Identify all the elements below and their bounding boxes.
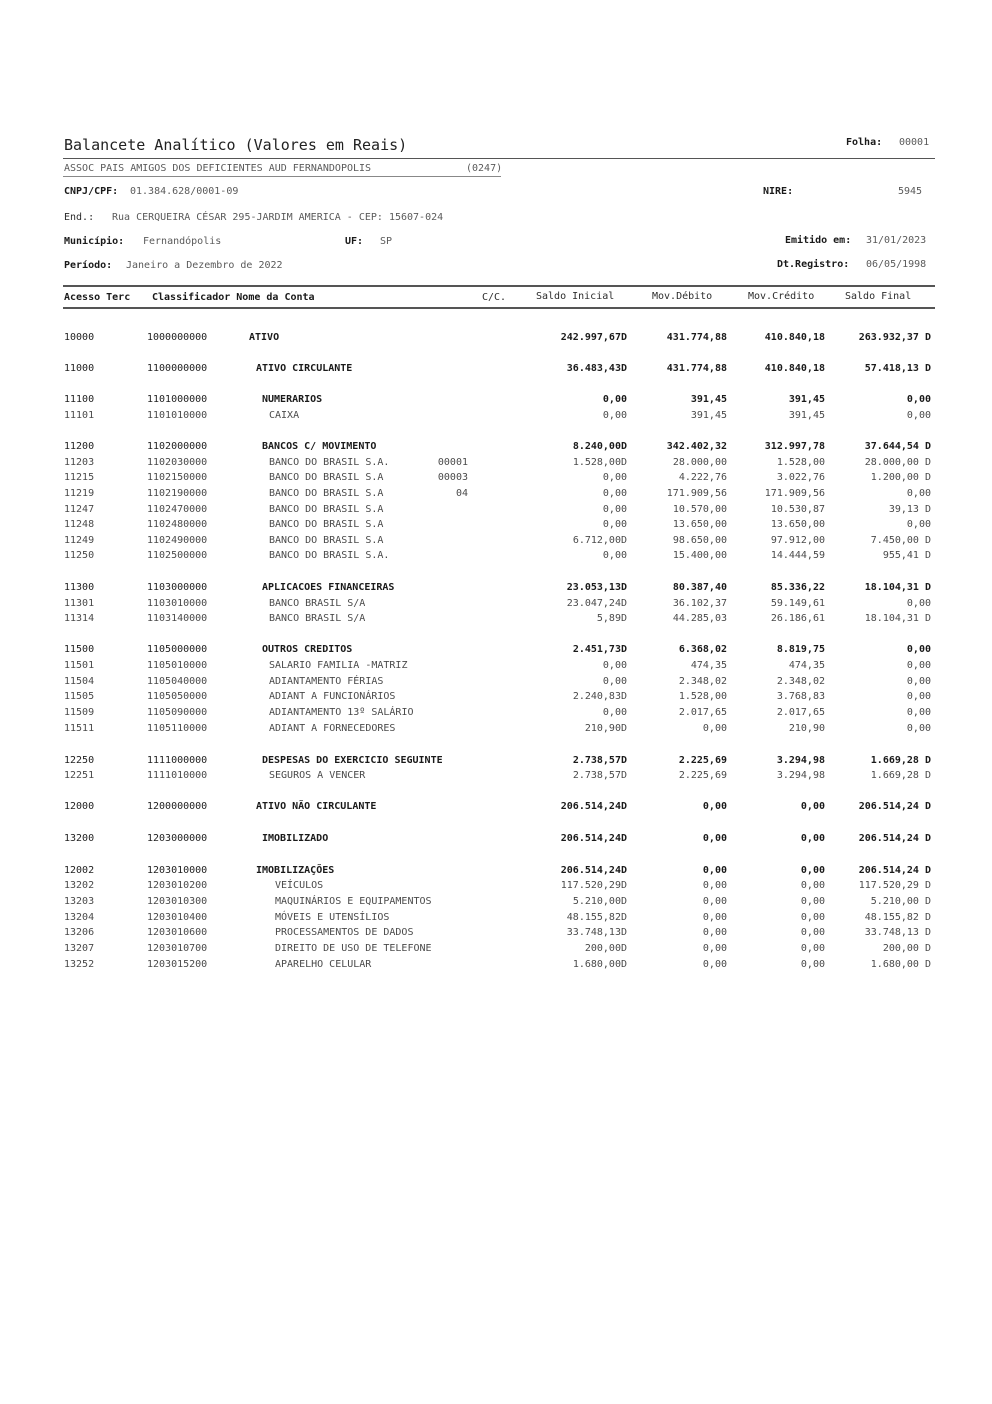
mov-credito: 410.840,18 <box>764 332 825 343</box>
table-row <box>0 472 992 486</box>
mov-debito: 36.102,37 <box>672 598 727 609</box>
uf-value: SP <box>380 236 393 247</box>
table-row <box>0 613 992 627</box>
saldo-inicial: 200,00D <box>584 943 627 954</box>
classifier-code: 1102190000 <box>147 488 208 499</box>
account-name: BANCOS C/ MOVIMENTO <box>262 441 377 452</box>
cnpj-label: CNPJ/CPF: <box>64 186 119 197</box>
account-name: ADIANT A FUNCIONÁRIOS <box>269 691 396 702</box>
account-name: BANCO DO BRASIL S.A. <box>269 550 390 561</box>
account-code: 11504 <box>64 676 95 687</box>
saldo-inicial: 1.528,00D <box>572 457 627 468</box>
saldo-final: 33.748,13 D <box>864 927 931 938</box>
saldo-inicial: 2.451,73D <box>572 644 627 655</box>
saldo-inicial: 0,00 <box>602 504 627 515</box>
account-name: SALARIO FAMILIA -MATRIZ <box>269 660 408 671</box>
mov-credito: 97.912,00 <box>770 535 825 546</box>
mov-debito: 28.000,00 <box>672 457 727 468</box>
table-row <box>0 457 992 471</box>
mov-debito: 15.400,00 <box>672 550 727 561</box>
classifier-code: 1102500000 <box>147 550 208 561</box>
table-row <box>0 770 992 784</box>
account-code: 10000 <box>64 332 95 343</box>
cc-code: 04 <box>455 488 468 499</box>
account-name: BANCO BRASIL S/A <box>269 598 366 609</box>
emitido-label: Emitido em: <box>785 235 852 246</box>
account-name: ATIVO CIRCULANTE <box>256 363 353 374</box>
saldo-final: 0,00 <box>906 598 931 609</box>
col-mov-debito: Mov.Débito <box>652 291 713 302</box>
account-code: 11200 <box>64 441 95 452</box>
mov-credito: 0,00 <box>800 833 825 844</box>
mov-credito: 0,00 <box>800 865 825 876</box>
saldo-final: 206.514,24 D <box>858 833 931 844</box>
mov-debito: 10.570,00 <box>672 504 727 515</box>
mov-debito: 6.368,02 <box>678 644 727 655</box>
table-row <box>0 519 992 533</box>
saldo-final: 200,00 D <box>882 943 931 954</box>
table-row <box>0 441 992 455</box>
account-code: 12251 <box>64 770 95 781</box>
account-name: BANCO DO BRASIL S.A <box>269 488 384 499</box>
classifier-code: 1203010400 <box>147 912 208 923</box>
table-row <box>0 676 992 690</box>
saldo-final: 0,00 <box>906 410 931 421</box>
mov-debito: 0,00 <box>702 896 727 907</box>
mov-debito: 342.402,32 <box>666 441 727 452</box>
emitido-value: 31/01/2023 <box>866 235 927 246</box>
saldo-inicial: 2.738,57D <box>572 755 627 766</box>
periodo-label: Período: <box>64 260 113 271</box>
account-name: BANCO DO BRASIL S.A <box>269 519 384 530</box>
address-label: End.: <box>64 212 95 223</box>
saldo-inicial: 5,89D <box>596 613 627 624</box>
classifier-code: 1103000000 <box>147 582 208 593</box>
cc-code: 00001 <box>437 457 468 468</box>
company-rule <box>63 176 501 177</box>
mov-credito: 312.997,78 <box>764 441 825 452</box>
saldo-inicial: 1.680,00D <box>572 959 627 970</box>
mov-debito: 0,00 <box>702 880 727 891</box>
saldo-inicial: 206.514,24D <box>560 801 627 812</box>
saldo-final: 117.520,29 D <box>858 880 931 891</box>
classifier-code: 1102150000 <box>147 472 208 483</box>
account-code: 11301 <box>64 598 95 609</box>
mov-credito: 474,35 <box>788 660 825 671</box>
saldo-inicial: 0,00 <box>602 707 627 718</box>
saldo-inicial: 23.053,13D <box>566 582 627 593</box>
saldo-final: 0,00 <box>906 676 931 687</box>
account-code: 11511 <box>64 723 95 734</box>
table-row <box>0 535 992 549</box>
mov-debito: 474,35 <box>690 660 727 671</box>
account-code: 12250 <box>64 755 95 766</box>
col-saldo-final: Saldo Final <box>845 291 912 302</box>
table-row <box>0 332 992 346</box>
saldo-final: 955,41 D <box>882 550 931 561</box>
table-row <box>0 801 992 815</box>
saldo-final: 1.669,28 D <box>870 755 931 766</box>
mov-credito: 2.017,65 <box>776 707 825 718</box>
classifier-code: 1105040000 <box>147 676 208 687</box>
mov-debito: 0,00 <box>702 865 727 876</box>
saldo-final: 5.210,00 D <box>870 896 931 907</box>
header-rule <box>63 158 935 159</box>
account-code: 13204 <box>64 912 95 923</box>
account-name: CAIXA <box>269 410 300 421</box>
saldo-final: 18.104,31 D <box>864 582 931 593</box>
account-code: 12002 <box>64 865 95 876</box>
col-saldo-inicial: Saldo Inicial <box>536 291 615 302</box>
table-row <box>0 644 992 658</box>
saldo-inicial: 2.738,57D <box>572 770 627 781</box>
account-name: APARELHO CELULAR <box>275 959 372 970</box>
table-row <box>0 394 992 408</box>
saldo-final: 0,00 <box>906 394 931 405</box>
table-row <box>0 488 992 502</box>
account-code: 13200 <box>64 833 95 844</box>
mov-debito: 391,45 <box>690 410 727 421</box>
account-code: 11505 <box>64 691 95 702</box>
account-code: 11000 <box>64 363 95 374</box>
mov-credito: 3.768,83 <box>776 691 825 702</box>
account-name: DESPESAS DO EXERCICIO SEGUINTE <box>262 755 443 766</box>
table-row <box>0 707 992 721</box>
table-row <box>0 943 992 957</box>
table-row <box>0 582 992 596</box>
saldo-inicial: 0,00 <box>602 472 627 483</box>
mov-credito: 2.348,02 <box>776 676 825 687</box>
saldo-inicial: 6.712,00D <box>572 535 627 546</box>
account-code: 11203 <box>64 457 95 468</box>
classifier-code: 1203010700 <box>147 943 208 954</box>
mov-credito: 3.294,98 <box>776 755 825 766</box>
account-name: IMOBILIZADO <box>262 833 329 844</box>
mov-debito: 0,00 <box>702 801 727 812</box>
account-name: APLICACOES FINANCEIRAS <box>262 582 395 593</box>
mov-debito: 0,00 <box>702 833 727 844</box>
mov-credito: 13.650,00 <box>770 519 825 530</box>
saldo-inicial: 2.240,83D <box>572 691 627 702</box>
company-code: (0247) <box>466 163 503 174</box>
classifier-code: 1203000000 <box>147 833 208 844</box>
classifier-code: 1111000000 <box>147 755 208 766</box>
mov-credito: 0,00 <box>800 880 825 891</box>
saldo-inicial: 0,00 <box>602 488 627 499</box>
saldo-inicial: 0,00 <box>602 550 627 561</box>
account-code: 11314 <box>64 613 95 624</box>
account-name: NUMERARIOS <box>262 394 323 405</box>
table-row <box>0 755 992 769</box>
table-row <box>0 598 992 612</box>
saldo-final: 0,00 <box>906 644 931 655</box>
saldo-inicial: 242.997,67D <box>560 332 627 343</box>
saldo-inicial: 206.514,24D <box>560 833 627 844</box>
saldo-final: 39,13 D <box>888 504 931 515</box>
mov-credito: 410.840,18 <box>764 363 825 374</box>
account-name: BANCO DO BRASIL S.A <box>269 504 384 515</box>
saldo-inicial: 8.240,00D <box>572 441 627 452</box>
account-name: OUTROS CREDITOS <box>262 644 353 655</box>
account-name: ADIANTAMENTO 13º SALÁRIO <box>269 707 414 718</box>
classifier-code: 1203010600 <box>147 927 208 938</box>
account-code: 11500 <box>64 644 95 655</box>
account-code: 11248 <box>64 519 95 530</box>
account-code: 11215 <box>64 472 95 483</box>
mov-debito: 171.909,56 <box>666 488 727 499</box>
registro-label: Dt.Registro: <box>777 259 850 270</box>
classifier-code: 1102030000 <box>147 457 208 468</box>
table-row <box>0 896 992 910</box>
col-cc: C/C. <box>482 292 507 303</box>
mov-debito: 44.285,03 <box>672 613 727 624</box>
saldo-final: 1.669,28 D <box>870 770 931 781</box>
mov-debito: 431.774,88 <box>666 363 727 374</box>
saldo-final: 0,00 <box>906 691 931 702</box>
columns-bottom-rule <box>63 307 935 309</box>
saldo-final: 0,00 <box>906 660 931 671</box>
account-name: DIREITO DE USO DE TELEFONE <box>275 943 432 954</box>
mov-credito: 0,00 <box>800 896 825 907</box>
col-mov-credito: Mov.Crédito <box>748 291 815 302</box>
classifier-code: 1102470000 <box>147 504 208 515</box>
saldo-final: 206.514,24 D <box>858 801 931 812</box>
mov-credito: 10.530,87 <box>770 504 825 515</box>
saldo-inicial: 117.520,29D <box>560 880 627 891</box>
classifier-code: 1105000000 <box>147 644 208 655</box>
saldo-final: 28.000,00 D <box>864 457 931 468</box>
address-value: Rua CERQUEIRA CÉSAR 295-JARDIM AMERICA - CEP: 15607-024 <box>112 212 444 223</box>
saldo-inicial: 0,00 <box>602 676 627 687</box>
saldo-final: 57.418,13 D <box>864 363 931 374</box>
saldo-final: 1.200,00 D <box>870 472 931 483</box>
mov-debito: 4.222,76 <box>678 472 727 483</box>
account-name: BANCO DO BRASIL S.A <box>269 472 384 483</box>
account-name: MÓVEIS E UTENSÍLIOS <box>275 912 390 923</box>
mov-debito: 98.650,00 <box>672 535 727 546</box>
uf-label: UF: <box>345 236 364 247</box>
account-name: ATIVO NÃO CIRCULANTE <box>256 801 377 812</box>
account-code: 12000 <box>64 801 95 812</box>
company-name: ASSOC PAIS AMIGOS DOS DEFICIENTES AUD FERNANDOPOLIS <box>64 163 372 174</box>
classifier-code: 1103010000 <box>147 598 208 609</box>
classifier-code: 1102480000 <box>147 519 208 530</box>
table-row <box>0 660 992 674</box>
saldo-final: 0,00 <box>906 707 931 718</box>
table-row <box>0 691 992 705</box>
classifier-code: 1203010000 <box>147 865 208 876</box>
classifier-code: 1102490000 <box>147 535 208 546</box>
classifier-code: 1200000000 <box>147 801 208 812</box>
classifier-code: 1105110000 <box>147 723 208 734</box>
saldo-final: 1.680,00 D <box>870 959 931 970</box>
mov-credito: 391,45 <box>788 410 825 421</box>
classifier-code: 1100000000 <box>147 363 208 374</box>
account-code: 13206 <box>64 927 95 938</box>
mov-debito: 1.528,00 <box>678 691 727 702</box>
mov-debito: 0,00 <box>702 943 727 954</box>
mov-credito: 3.294,98 <box>776 770 825 781</box>
municipio-value: Fernandópolis <box>143 236 222 247</box>
nire-label: NIRE: <box>763 186 794 197</box>
saldo-inicial: 0,00 <box>602 519 627 530</box>
table-row <box>0 833 992 847</box>
classifier-code: 1203015200 <box>147 959 208 970</box>
mov-debito: 2.017,65 <box>678 707 727 718</box>
classifier-code: 1103140000 <box>147 613 208 624</box>
mov-credito: 171.909,56 <box>764 488 825 499</box>
account-name: MAQUINÁRIOS E EQUIPAMENTOS <box>275 896 432 907</box>
table-row <box>0 504 992 518</box>
account-code: 11501 <box>64 660 95 671</box>
table-row <box>0 363 992 377</box>
folha-value: 00001 <box>899 137 930 148</box>
saldo-inicial: 210,90D <box>584 723 627 734</box>
account-code: 13203 <box>64 896 95 907</box>
saldo-final: 206.514,24 D <box>858 865 931 876</box>
account-code: 11101 <box>64 410 95 421</box>
classifier-code: 1000000000 <box>147 332 208 343</box>
account-name: IMOBILIZAÇÕES <box>256 865 335 876</box>
classifier-code: 1101010000 <box>147 410 208 421</box>
cnpj-value: 01.384.628/0001-09 <box>130 186 239 197</box>
registro-value: 06/05/1998 <box>866 259 927 270</box>
saldo-inicial: 33.748,13D <box>566 927 627 938</box>
saldo-inicial: 23.047,24D <box>566 598 627 609</box>
saldo-final: 48.155,82 D <box>864 912 931 923</box>
folha-label: Folha: <box>846 137 883 148</box>
account-name: ADIANTAMENTO FÉRIAS <box>269 676 384 687</box>
mov-debito: 2.225,69 <box>678 770 727 781</box>
mov-debito: 431.774,88 <box>666 332 727 343</box>
mov-credito: 26.186,61 <box>770 613 825 624</box>
mov-credito: 0,00 <box>800 912 825 923</box>
mov-credito: 59.149,61 <box>770 598 825 609</box>
mov-debito: 2.348,02 <box>678 676 727 687</box>
mov-credito: 0,00 <box>800 801 825 812</box>
saldo-final: 0,00 <box>906 723 931 734</box>
table-row <box>0 723 992 737</box>
account-code: 11247 <box>64 504 95 515</box>
classifier-code: 1101000000 <box>147 394 208 405</box>
account-code: 11509 <box>64 707 95 718</box>
mov-debito: 13.650,00 <box>672 519 727 530</box>
mov-debito: 0,00 <box>702 959 727 970</box>
table-row <box>0 880 992 894</box>
nire-value: 5945 <box>898 186 923 197</box>
mov-credito: 0,00 <box>800 943 825 954</box>
table-row <box>0 959 992 973</box>
mov-debito: 0,00 <box>702 723 727 734</box>
mov-credito: 0,00 <box>800 927 825 938</box>
account-name: ADIANT A FORNECEDORES <box>269 723 396 734</box>
classifier-code: 1105010000 <box>147 660 208 671</box>
account-name: VEÍCULOS <box>275 880 324 891</box>
account-name: SEGUROS A VENCER <box>269 770 366 781</box>
account-name: BANCO BRASIL S/A <box>269 613 366 624</box>
classifier-code: 1105090000 <box>147 707 208 718</box>
account-code: 11249 <box>64 535 95 546</box>
table-row <box>0 912 992 926</box>
account-name: PROCESSAMENTOS DE DADOS <box>275 927 414 938</box>
classifier-code: 1203010200 <box>147 880 208 891</box>
classifier-code: 1111010000 <box>147 770 208 781</box>
report-title: Balancete Analítico (Valores em Reais) <box>64 136 408 154</box>
saldo-inicial: 48.155,82D <box>566 912 627 923</box>
table-row <box>0 927 992 941</box>
saldo-inicial: 36.483,43D <box>566 363 627 374</box>
classifier-code: 1102000000 <box>147 441 208 452</box>
saldo-inicial: 206.514,24D <box>560 865 627 876</box>
cc-code: 00003 <box>437 472 468 483</box>
account-code: 11250 <box>64 550 95 561</box>
table-row <box>0 550 992 564</box>
mov-debito: 0,00 <box>702 927 727 938</box>
account-code: 13202 <box>64 880 95 891</box>
col-acesso: Acesso Terc <box>64 292 131 303</box>
saldo-final: 37.644,54 D <box>864 441 931 452</box>
account-code: 11219 <box>64 488 95 499</box>
account-name: BANCO DO BRASIL S.A. <box>269 457 390 468</box>
mov-debito: 391,45 <box>690 394 727 405</box>
columns-top-rule <box>63 285 935 287</box>
mov-credito: 14.444,59 <box>770 550 825 561</box>
table-row <box>0 865 992 879</box>
account-name: BANCO DO BRASIL S.A <box>269 535 384 546</box>
account-code: 13207 <box>64 943 95 954</box>
mov-credito: 1.528,00 <box>776 457 825 468</box>
account-code: 13252 <box>64 959 95 970</box>
saldo-final: 18.104,31 D <box>864 613 931 624</box>
account-code: 11100 <box>64 394 95 405</box>
saldo-inicial: 0,00 <box>602 410 627 421</box>
periodo-value: Janeiro a Dezembro de 2022 <box>126 260 283 271</box>
account-name: ATIVO <box>249 332 280 343</box>
account-code: 11300 <box>64 582 95 593</box>
classifier-code: 1203010300 <box>147 896 208 907</box>
saldo-final: 0,00 <box>906 488 931 499</box>
col-classificador: Classificador Nome da Conta <box>152 292 315 303</box>
classifier-code: 1105050000 <box>147 691 208 702</box>
table-row <box>0 410 992 424</box>
mov-credito: 391,45 <box>788 394 825 405</box>
mov-debito: 2.225,69 <box>678 755 727 766</box>
mov-credito: 210,90 <box>788 723 825 734</box>
saldo-inicial: 0,00 <box>602 394 627 405</box>
mov-credito: 0,00 <box>800 959 825 970</box>
mov-debito: 80.387,40 <box>672 582 727 593</box>
saldo-inicial: 5.210,00D <box>572 896 627 907</box>
saldo-final: 7.450,00 D <box>870 535 931 546</box>
mov-credito: 85.336,22 <box>770 582 825 593</box>
saldo-final: 0,00 <box>906 519 931 530</box>
mov-credito: 3.022,76 <box>776 472 825 483</box>
mov-debito: 0,00 <box>702 912 727 923</box>
mov-credito: 8.819,75 <box>776 644 825 655</box>
municipio-label: Município: <box>64 236 125 247</box>
saldo-inicial: 0,00 <box>602 660 627 671</box>
saldo-final: 263.932,37 D <box>858 332 931 343</box>
